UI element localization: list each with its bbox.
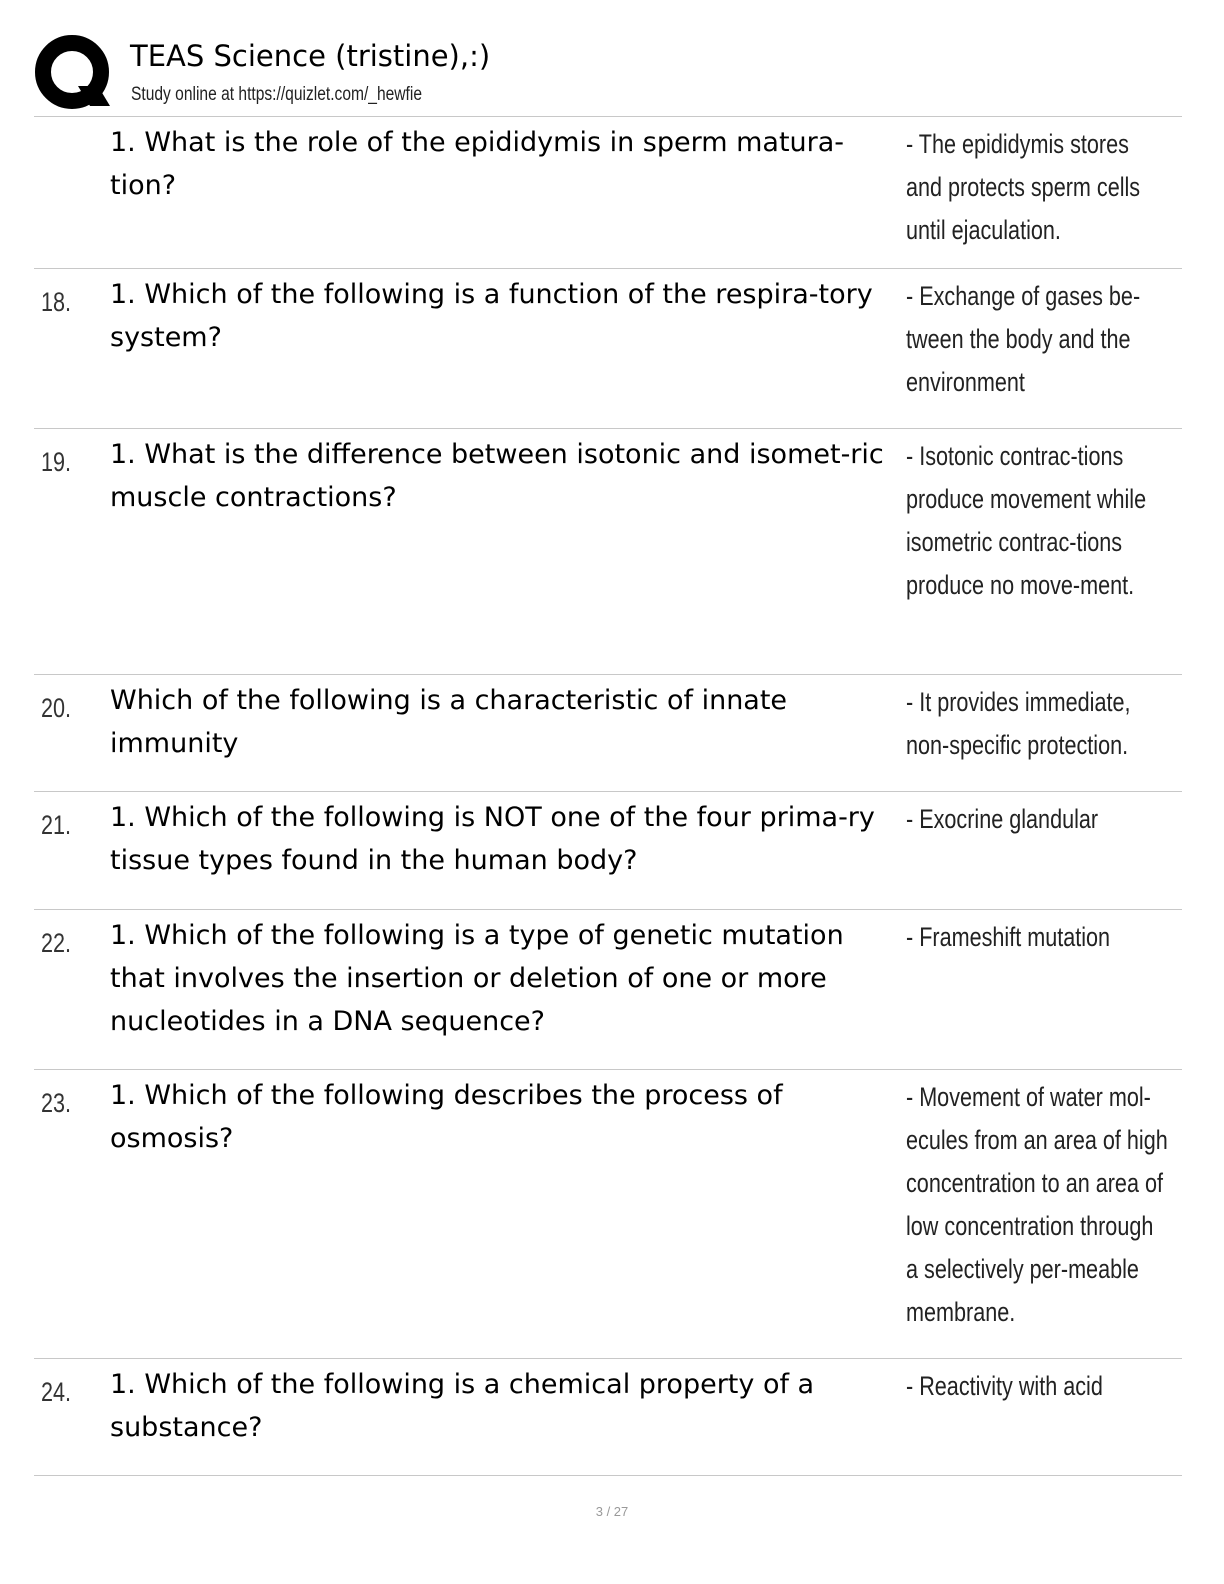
flashcard-row (34, 791, 1182, 909)
flashcard-row (34, 674, 1182, 791)
card-answer: - Movement of water mol-ecules from an area of high concentration to an area of low concentration through a selectively per-meable membrane. (906, 1082, 1168, 1327)
flashcard-list (34, 116, 1182, 1476)
flashcard-row (34, 1069, 1182, 1358)
card-answer: - The epididymis stores and protects sperm cells until ejaculation. (906, 129, 1141, 245)
card-question: 1. Which of the following is a type of genetic mutation that involves the insertion or deletion of one or more nucleotides in a DNA sequence? (110, 920, 844, 1037)
card-question: 1. Which of the following describes the process of osmosis? (110, 1080, 783, 1154)
card-answer: - Reactivity with acid (906, 1371, 1103, 1401)
card-answer: - Isotonic contrac-tions produce movement while isometric contrac-tions produce no move-ment. (906, 441, 1147, 600)
card-answer: - Frameshift mutation (906, 922, 1111, 952)
flashcard-row (34, 909, 1182, 1069)
document-title: TEAS Science (tristine),:) (130, 39, 491, 73)
card-answer: - Exchange of gases be-tween the body and the environment (906, 281, 1141, 397)
card-question: 1. Which of the following is a chemical property of a substance? (110, 1369, 815, 1443)
card-number: 18. (41, 287, 72, 317)
study-online-link[interactable]: Study online at https://quizlet.com/_hewfie (131, 84, 422, 105)
card-question: Which of the following is a characteristic of innate immunity (110, 685, 788, 759)
page-header (34, 30, 1184, 116)
card-answer: - Exocrine glandular (906, 804, 1099, 834)
card-answer: - It provides immediate, non-specific protection. (906, 687, 1131, 760)
card-number: 21. (41, 810, 72, 840)
card-number: 23. (41, 1088, 72, 1118)
card-question: 1. Which of the following is NOT one of the four prima-ry tissue types found in the human body? (110, 802, 875, 876)
flashcard-row (34, 268, 1182, 428)
card-question: 1. What is the role of the epididymis in sperm matura-tion? (110, 127, 845, 201)
quizlet-logo-icon (34, 34, 114, 114)
flashcard-row (34, 1358, 1182, 1476)
card-number: 20. (41, 693, 72, 723)
card-number: 19. (41, 447, 72, 477)
card-number: 24. (41, 1377, 72, 1407)
card-question: 1. What is the difference between isotonic and isomet-ric muscle contractions? (110, 439, 884, 513)
flashcard-row (34, 428, 1182, 674)
flashcard-row (34, 116, 1182, 268)
page-number: 3 / 27 (595, 1504, 629, 1519)
card-number: 22. (41, 928, 72, 958)
card-question: 1. Which of the following is a function of the respira-tory system? (110, 279, 873, 353)
